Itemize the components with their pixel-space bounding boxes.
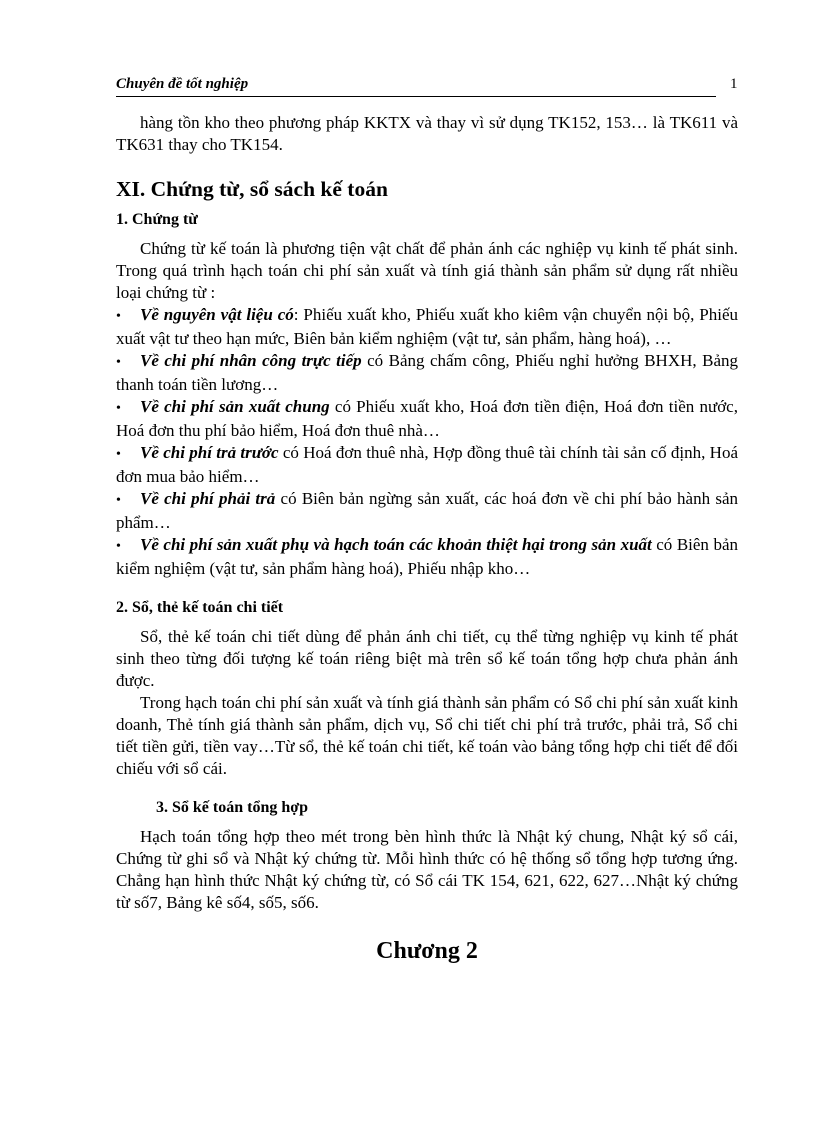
subsection-3-title: 3. Sổ kế toán tổng hợp <box>156 799 309 816</box>
bullet-text: có Hoá đơn thuê nhà, Hợp đồng thuê tài chính tài sản cố định, Hoá đơn mua bảo hiểm… <box>116 443 738 486</box>
bullet-list <box>116 304 738 580</box>
bullet-icon: • <box>116 355 121 370</box>
list-item <box>116 396 738 442</box>
bullet-text: có Bảng chấm công, Phiếu nghỉ hưởng BHXH, Bảng thanh toán tiền lương… <box>116 351 738 394</box>
bullet-icon: • <box>116 447 121 462</box>
document-body <box>116 112 738 966</box>
bullet-icon: • <box>116 401 121 416</box>
bullet-icon: • <box>116 539 121 554</box>
subsection-3-paragraph: Hạch toán tổng hợp theo mét trong bèn hình thức là Nhật ký chung, Nhật ký sổ cái, Chứng từ ghi sổ và Nhật ký chứng từ. Mỗi hình thức có hệ thống sổ tổng hợp tương ứng. Chẳng hạn hình thức Nhật ký chứng từ, có Sổ cái TK 154, 621, 622, 627…Nhật ký chứng từ số7, Bảng kê số4, số5, số6. <box>116 827 738 912</box>
header-rule <box>116 96 716 97</box>
bullet-label: Về chi phí phải trả <box>140 489 276 508</box>
bullet-label: Về chi phí sản xuất chung <box>140 397 330 416</box>
header-title: Chuyên đề tốt nghiệp <box>116 76 249 92</box>
bullet-label: Về chi phí sản xuất phụ và hạch toán các khoản thiệt hại trong sản xuất <box>140 535 652 554</box>
bullet-label: Về nguyên vật liệu có <box>140 305 294 324</box>
chapter-title: Chương 2 <box>376 938 478 964</box>
page-number: 1 <box>730 76 738 92</box>
list-item <box>116 442 738 488</box>
subsection-1-title: 1. Chứng từ <box>116 211 198 228</box>
bullet-text: : Phiếu xuất kho, Phiếu xuất kho kiêm vận chuyển nội bộ, Phiếu xuất vật tư theo hạn mức, Biên bản kiểm nghiệm (vật tư, sản phẩm, hàng hoá), … <box>116 305 739 348</box>
list-item <box>116 304 738 350</box>
list-item <box>116 488 738 534</box>
bullet-text: có Biên bản kiểm nghiệm (vật tư, sản phẩm hàng hoá), Phiếu nhập kho… <box>116 535 738 578</box>
bullet-icon: • <box>116 309 121 324</box>
spacer <box>116 780 738 792</box>
spacer <box>116 580 738 592</box>
subsection-1-paragraph: Chứng từ kế toán là phương tiện vật chất để phản ánh các nghiệp vụ kinh tế phát sinh. Trong quá trình hạch toán chi phí sản xuất và tính giá thành sản phẩm sử dụng rất nhiều loại chứng từ : <box>116 239 738 302</box>
bullet-icon: • <box>116 493 121 508</box>
subsection-2-title: 2. Sổ, thẻ kế toán chi tiết <box>116 599 284 616</box>
bullet-label: Về chi phí nhân công trực tiếp <box>140 351 362 370</box>
list-item <box>116 534 738 580</box>
list-item <box>116 350 738 396</box>
subsection-2-paragraph-1: Sổ, thẻ kế toán chi tiết dùng để phản ánh chi tiết, cụ thể từng nghiệp vụ kinh tế phát sinh theo từng đối tượng kế toán riêng biệt mà trên sổ kế toán tổng hợp chưa phản ánh được. <box>116 627 738 690</box>
subsection-2-paragraph-2: Trong hạch toán chi phí sản xuất và tính giá thành sản phẩm có Sổ chi phí sản xuất kinh doanh, Thẻ tính giá thành sản phẩm, dịch vụ, Sổ chi tiết chi phí trả trước, phải trả, Sổ chi tiết tiền gửi, tiền vay…Từ sổ, thẻ kế toán chi tiết, kế toán vào bảng tổng hợp chi tiết để đối chiếu với sổ cái. <box>116 693 738 778</box>
intro-paragraph: hàng tồn kho theo phương pháp KKTX và thay vì sử dụng TK152, 153… là TK611 và TK631 thay cho TK154. <box>116 113 738 154</box>
bullet-text: có Biên bản ngừng sản xuất, các hoá đơn về chi phí bảo hành sản phẩm… <box>116 489 738 532</box>
bullet-text: có Phiếu xuất kho, Hoá đơn tiền điện, Hoá đơn tiền nước, Hoá đơn thu phí bảo hiểm, Hoá đơn thuê nhà… <box>116 397 738 440</box>
page-header <box>116 74 740 98</box>
section-title: XI. Chứng từ, sổ sách kế toán <box>116 177 388 201</box>
bullet-label: Về chi phí trả trước <box>140 443 279 462</box>
